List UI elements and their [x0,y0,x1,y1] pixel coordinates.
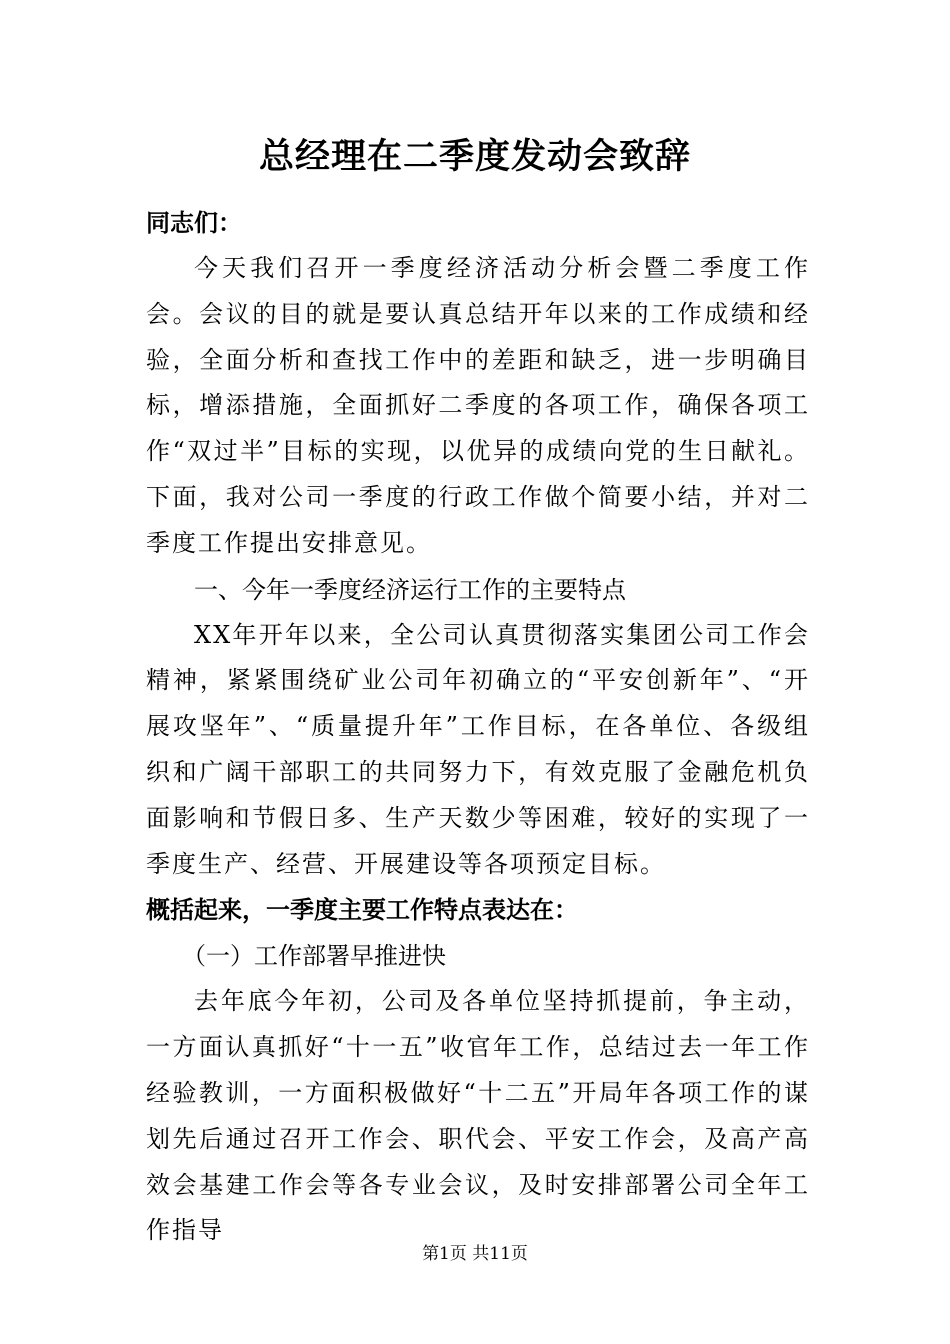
subsection-heading-1: （一）工作部署早推进快 [182,942,446,971]
salutation: 同志们： [146,209,242,237]
paragraph-intro: 今天我们召开一季度经济活动分析会暨二季度工作会。会议的目的就是要认真总结开年以来的工作成绩和经验，全面分析和查找工作中的差距和缺乏，进一步明确目标，增添措施，全面抓好二季度的各项工作，确保各项工作“双过半”目标的实现，以优异的成绩向党的生日献礼。下面，我对公司一季度的行政工作做个简要小结，并对二季度工作提出安排意见。 [146,254,810,557]
section-heading-1: 一、今年一季度经济运行工作的主要特点 [194,575,626,604]
document-body [146,200,810,1254]
paragraph-section-1: XX年开年以来，全公司认真贯彻落实集团公司工作会精神，紧紧围绕矿业公司年初确立的“平安创新年”、“开展攻坚年”、“质量提升年”工作目标，在各单位、各级组织和广阔干部职工的共同努力下，有效克服了金融危机负面影响和节假日多、生产天数少等困难，较好的实现了一季度生产、经营、开展建设等各项预定目标。 [146,620,810,878]
document-title: 总经理在二季度发动会致辞 [258,137,691,177]
page-footer: 第1页 共11页 [422,1244,528,1264]
summary-heading: 概括起来，一季度主要工作特点表达在： [146,896,578,925]
paragraph-subsection-1: 去年底今年初，公司及各单位坚持抓提前，争主动，一方面认真抓好“十一五”收官年工作，总结过去一年工作经验教训，一方面积极做好“十二五”开局年各项工作的谋划先后通过召开工作会、职代会、平安工作会，及高产高效会基建工作会等各专业会议，及时安排部署公司全年工作指导 [146,987,810,1245]
